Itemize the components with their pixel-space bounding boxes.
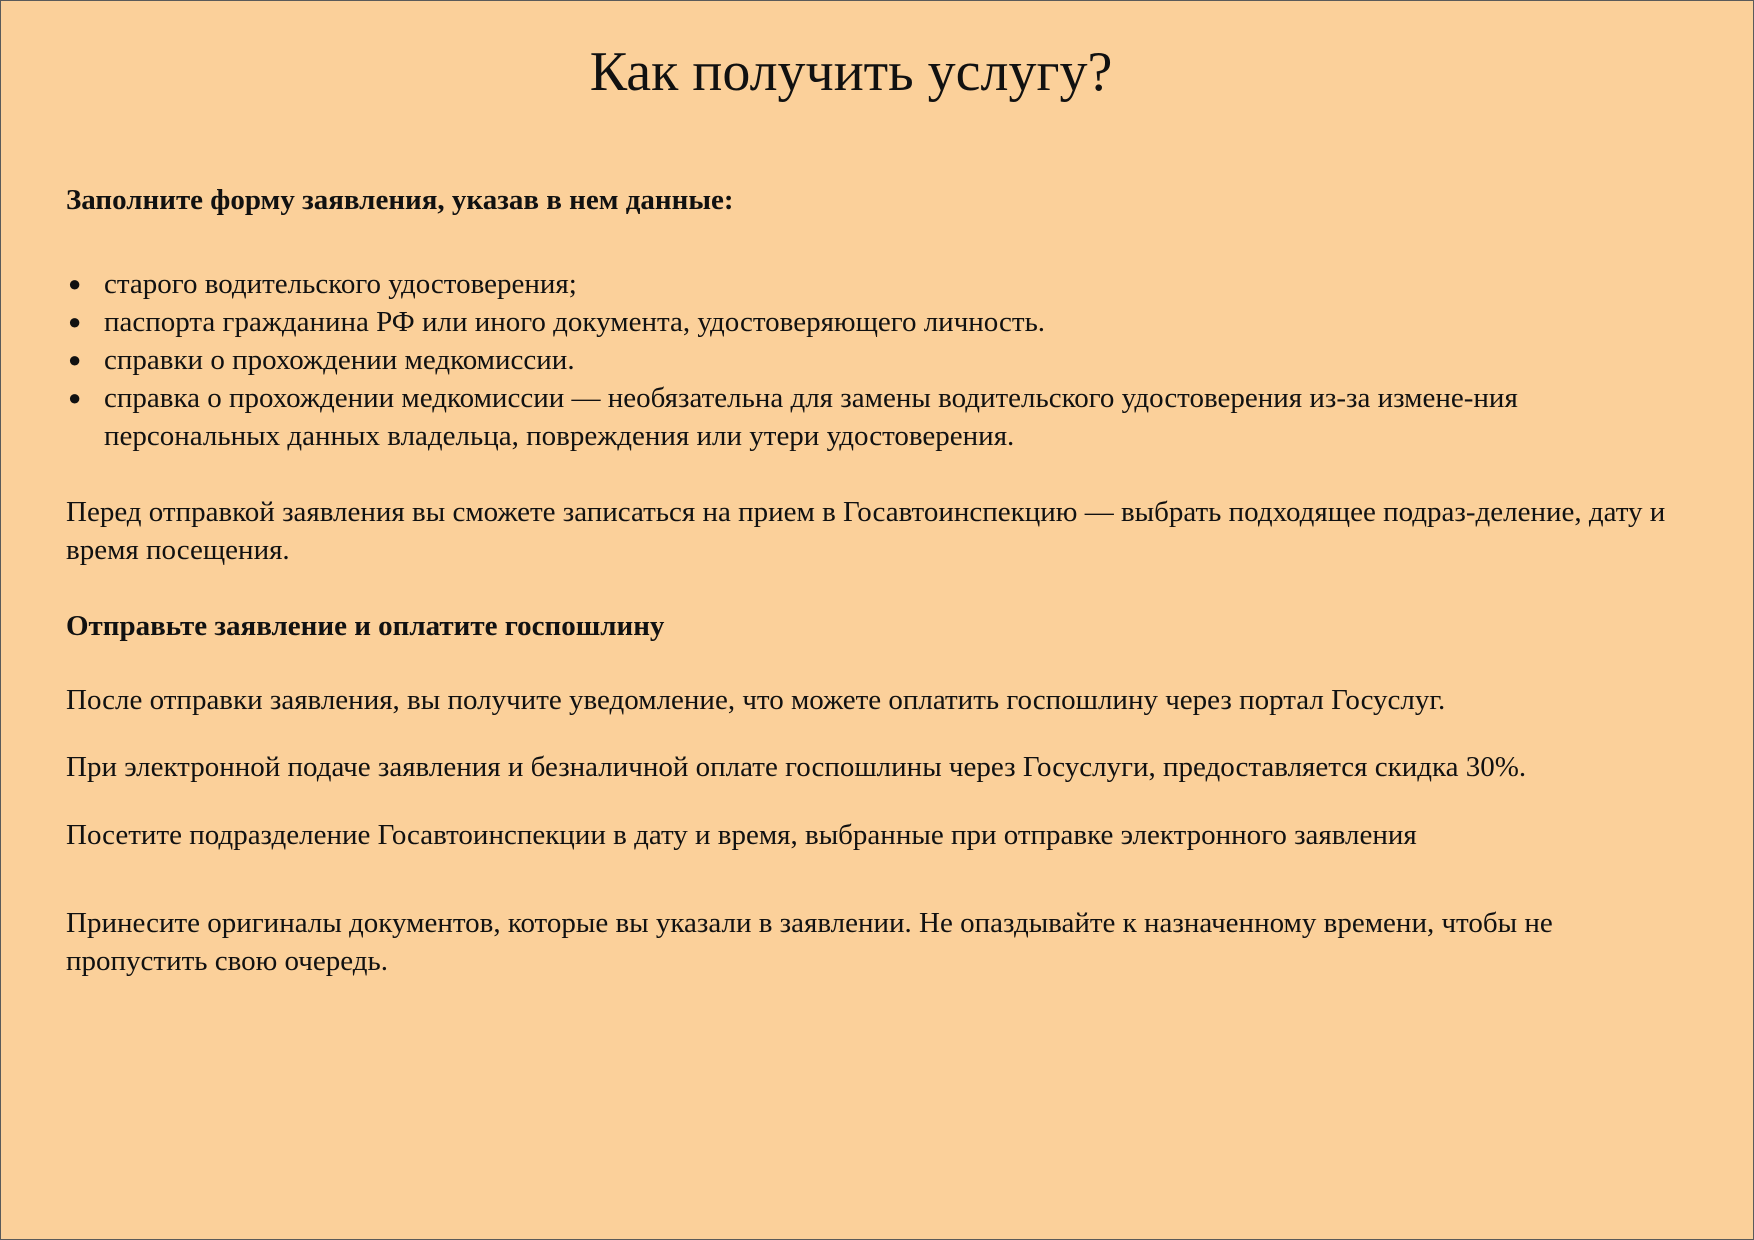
payment-notice-paragraph: После отправки заявления, вы получите уведомление, что можете оплатить госпошлину через портал Госуслуг. [66,684,1446,716]
list-item [66,265,1691,303]
list-item [66,341,1691,379]
slide-content [66,181,1691,980]
appointment-note: Перед отправкой заявления вы сможете записаться на прием в Госавтоинспекцию — выбрать подходящее подраз-деление, дату и время посещения. [66,496,1666,566]
list-item-text: старого водительского удостоверения; [104,268,577,300]
bullet-icon: ● [68,271,82,296]
bullet-icon: ● [68,309,82,334]
discount-paragraph: При электронной подаче заявления и безналичной оплате госпошлины через Госуслуги, предоставляется скидка 30%. [66,751,1527,783]
list-item-text: справка о прохождении медкомиссии — необязательна для замены водительского удостоверения из-за измене-ния персональных данных владельца, повреждения или утери удостоверения. [104,382,1518,452]
visit-paragraph: Посетите подразделение Госавтоинспекции в дату и время, выбранные при отправке электронного заявления [66,819,1417,851]
bullet-icon: ● [68,385,82,410]
required-data-list [66,265,1691,455]
section-heading-fill-form: Заполните форму заявления, указав в нем данные: [66,184,734,216]
bullet-icon: ● [68,347,82,372]
bring-documents-paragraph: Принесите оригиналы документов, которые вы указали в заявлении. Не опаздывайте к назначенному времени, чтобы не пропустить свою очередь. [66,907,1553,977]
list-item-text: справки о прохождении медкомиссии. [104,344,575,376]
list-item-text: паспорта гражданина РФ или иного документа, удостоверяющего личность. [104,306,1046,338]
page-title: Как получить услугу? [589,41,1113,103]
list-item [66,303,1691,341]
list-item [66,379,1691,455]
section-heading-send-pay: Отправьте заявление и оплатите госпошлину [66,610,665,642]
